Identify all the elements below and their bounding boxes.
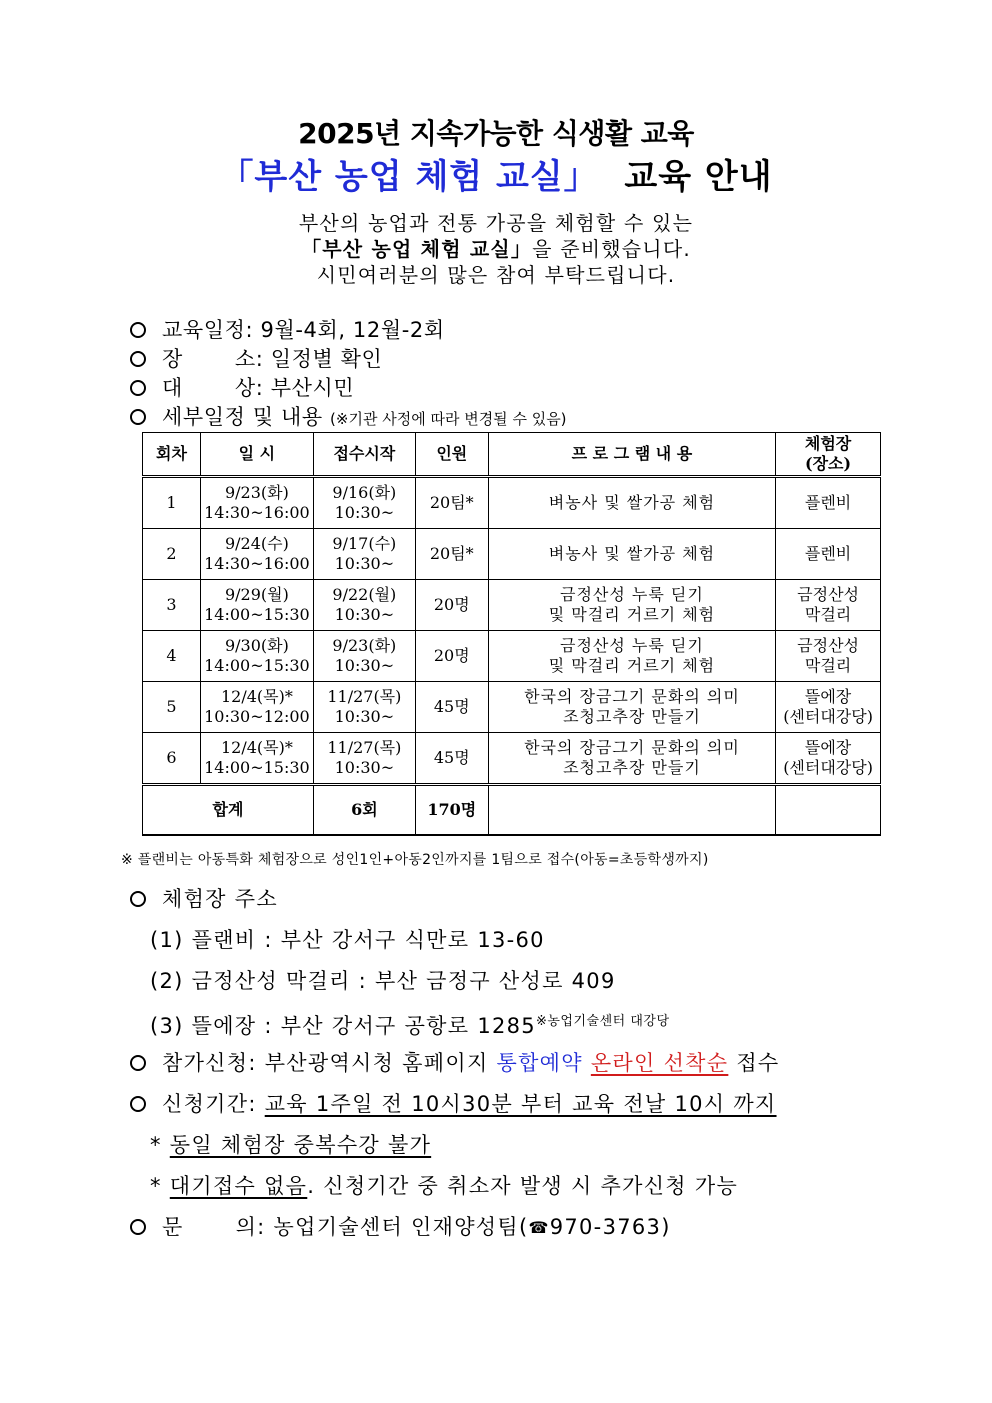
row-datetime-line1: 12/4(목)*: [220, 738, 293, 757]
row-reception-line1: 11/27(목): [327, 687, 402, 706]
row-place-line1: 금정산성: [797, 585, 859, 604]
row-place: [776, 580, 881, 631]
note-waitlist: [130, 1171, 780, 1212]
contact-line: [130, 1212, 780, 1253]
col-header-people: 인원: [415, 433, 488, 477]
phone-icon: ☎: [528, 1218, 550, 1237]
row-place: [776, 477, 881, 529]
table-row: [143, 477, 881, 529]
row-reception-line2: 10:30~: [334, 656, 395, 675]
row-datetime: [200, 529, 313, 580]
row-datetime-line2: 10:30~12:00: [204, 707, 310, 726]
circle-bullet-icon: [130, 409, 146, 425]
table-row: [143, 733, 881, 785]
total-empty-place: [776, 785, 881, 836]
row-no: [143, 477, 201, 529]
period-value: 교육 1주일 전 10시30분 부터 교육 전날 10시 까지: [264, 1092, 777, 1116]
circle-bullet-icon: [130, 1219, 146, 1235]
asterisk-icon: *: [150, 1133, 170, 1157]
row-program: [488, 477, 775, 529]
col-header-no: 회차: [143, 433, 201, 477]
row-datetime-line2: 14:30~16:00: [204, 554, 310, 573]
info-detail: [130, 403, 567, 432]
row-datetime-line1: 9/29(월): [224, 585, 289, 604]
row-datetime-line1: 9/30(화): [224, 636, 289, 655]
row-place-line2: (센터대강당): [783, 707, 873, 726]
circle-bullet-icon: [130, 322, 146, 338]
subtitle-rest: 교육 안내: [624, 157, 773, 197]
row-program: [488, 682, 775, 733]
place-value: 일정별 확인: [270, 347, 383, 371]
info-list: [130, 316, 567, 432]
row-place-line1: 플렌비: [804, 493, 852, 512]
row-datetime: [200, 733, 313, 785]
note-waitlist-u: 대기접수 없음: [169, 1174, 308, 1198]
col-header-program: 프 로 그 램 내 용: [488, 433, 775, 477]
row-people-line1: 20명: [433, 646, 470, 665]
row-program: [488, 733, 775, 785]
total-label: 합계: [143, 785, 314, 836]
planb-note: ※ 플랜비는 아동특화 체험장으로 성인1인+아동2인까지를 1팀으로 접수(아동=초등학생까지): [121, 852, 709, 868]
row-reception: [313, 529, 415, 580]
row-place-line1: 금정산성: [797, 636, 859, 655]
row-place-line1: 뜰에장: [804, 738, 852, 757]
row-reception-line1: 9/17(수): [332, 534, 397, 553]
row-people-line1: 20명: [433, 595, 470, 614]
row-datetime-line1: 9/24(수): [224, 534, 289, 553]
row-reception-line2: 10:30~: [334, 605, 395, 624]
row-program-line2: 조청고추장 만들기: [563, 758, 701, 777]
row-datetime: [200, 477, 313, 529]
row-datetime: [200, 682, 313, 733]
total-people: 170명: [415, 785, 488, 836]
circle-bullet-icon: [130, 380, 146, 396]
row-no-line1: 6: [166, 748, 177, 767]
row-no: [143, 682, 201, 733]
row-program: [488, 580, 775, 631]
page-title: 2025년 지속가능한 식생활 교육: [298, 117, 694, 150]
detail-label: 세부일정 및 내용: [162, 405, 323, 429]
row-place-line1: 뜰에장: [804, 687, 852, 706]
row-reception: [313, 682, 415, 733]
row-no-line1: 4: [166, 646, 177, 665]
row-people-line1: 45명: [433, 748, 470, 767]
venue-2: (2) 금정산성 막걸리 : 부산 금정구 산성로 409: [150, 969, 616, 993]
col-header-place-2: (장소): [805, 454, 852, 473]
table-total-row: [143, 785, 881, 836]
row-program: [488, 529, 775, 580]
intro-line-1: 부산의 농업과 전통 가공을 체험할 수 있는: [298, 211, 694, 235]
apply-label: 참가신청: 부산광역시청 홈페이지: [162, 1051, 489, 1075]
intro-program-name: 「부산 농업 체험 교실」: [301, 237, 533, 261]
row-datetime: [200, 631, 313, 682]
target-label-a: 대: [162, 376, 183, 400]
row-program-line2: 및 막걸리 거르기 체험: [548, 605, 716, 624]
row-program-line1: 금정산성 누룩 딛기: [560, 636, 704, 655]
row-people: [415, 682, 488, 733]
row-reception: [313, 580, 415, 631]
note-duplicate: [130, 1130, 780, 1171]
col-header-place-1: 체험장: [804, 434, 852, 453]
row-reception-line2: 10:30~: [334, 503, 395, 522]
row-datetime-line2: 14:30~16:00: [204, 503, 310, 522]
note-waitlist-rest: . 신청기간 중 취소자 발생 시 추가신청 가능: [307, 1174, 739, 1198]
program-name: 「부산 농업 체험 교실」: [219, 157, 599, 197]
row-no-line1: 1: [166, 493, 177, 512]
row-place-line1: 플렌비: [804, 544, 852, 563]
total-sessions: 6회: [313, 785, 415, 836]
note-duplicate-text: 동일 체험장 중복수강 불가: [169, 1133, 432, 1157]
target-label-b: 상:: [234, 376, 264, 400]
row-program-line2: 및 막걸리 거르기 체험: [548, 656, 716, 675]
row-reception-line1: 9/23(화): [332, 636, 397, 655]
info-schedule-text: 교육일정: 9월-4회, 12월-2회: [162, 318, 445, 342]
col-header-reception: 접수시작: [313, 433, 415, 477]
row-program-line2: 조청고추장 만들기: [563, 707, 701, 726]
row-datetime-line1: 9/23(화): [224, 483, 289, 502]
period-label: 신청기간:: [162, 1092, 257, 1116]
row-program-line1: 한국의 장금그기 문화의 의미: [524, 738, 740, 757]
contact-label-b: 의:: [235, 1215, 266, 1239]
circle-bullet-icon: [130, 351, 146, 367]
row-no: [143, 580, 201, 631]
row-people: [415, 733, 488, 785]
row-no: [143, 631, 201, 682]
contact-phone: 970-3763): [549, 1215, 671, 1239]
row-program-line1: 벼농사 및 쌀가공 체험: [548, 544, 716, 563]
row-people: [415, 631, 488, 682]
row-reception: [313, 631, 415, 682]
total-empty-program: [488, 785, 775, 836]
row-datetime-line2: 14:00~15:30: [204, 656, 310, 675]
detail-note: (※기관 사정에 따라 변경될 수 있음): [330, 410, 567, 428]
row-place-line2: (센터대강당): [783, 758, 873, 777]
apply-line: [130, 1048, 780, 1089]
row-place: [776, 733, 881, 785]
intro-line-3: 시민여러분의 많은 참여 부탁드립니다.: [316, 263, 676, 287]
row-no: [143, 733, 201, 785]
row-datetime-line2: 14:00~15:30: [204, 605, 310, 624]
venue-heading-text: 체험장 주소: [162, 887, 278, 911]
row-reception-line1: 9/22(월): [332, 585, 397, 604]
venue-3: [130, 1007, 780, 1048]
row-reception-line2: 10:30~: [334, 554, 395, 573]
apply-tail: 접수: [736, 1051, 780, 1075]
row-program-line1: 금정산성 누룩 딛기: [560, 585, 704, 604]
row-people-line1: 20팀*: [429, 544, 474, 563]
intro-text: [0, 210, 992, 288]
place-label-a: 장: [162, 347, 183, 371]
intro-line-2: [0, 236, 992, 262]
venue-3-note: ※농업기술센터 대강당: [535, 1014, 670, 1029]
info-target: [130, 374, 567, 403]
place-label-b: 소:: [234, 347, 264, 371]
target-value: 부산시민: [270, 376, 355, 400]
row-datetime-line2: 14:00~15:30: [204, 758, 310, 777]
row-program: [488, 631, 775, 682]
row-no: [143, 529, 201, 580]
info-schedule: [130, 316, 567, 345]
row-datetime: [200, 580, 313, 631]
row-datetime-line1: 12/4(목)*: [220, 687, 293, 706]
table-header-row: [143, 433, 881, 477]
row-reception-line1: 11/27(목): [327, 738, 402, 757]
row-no-line1: 5: [166, 697, 177, 716]
row-program-line1: 벼농사 및 쌀가공 체험: [548, 493, 716, 512]
row-people-line1: 20팀*: [429, 493, 474, 512]
row-place-line2: 막걸리: [804, 656, 852, 675]
schedule-table: [142, 432, 881, 836]
apply-method: 온라인 선착순: [590, 1051, 729, 1075]
contact-value: 농업기술센터 인재양성팀(: [273, 1215, 529, 1239]
period-line: [130, 1089, 780, 1130]
info-place: [130, 345, 567, 374]
row-people-line1: 45명: [433, 697, 470, 716]
page-subtitle: [0, 149, 992, 198]
circle-bullet-icon: [130, 1055, 146, 1071]
details-section: [130, 884, 780, 1253]
row-no-line1: 2: [166, 544, 177, 563]
row-reception-line1: 9/16(화): [332, 483, 397, 502]
row-reception: [313, 733, 415, 785]
row-place: [776, 529, 881, 580]
col-header-datetime: 일 시: [200, 433, 313, 477]
table-row: [143, 529, 881, 580]
row-place-line2: 막걸리: [804, 605, 852, 624]
row-people: [415, 477, 488, 529]
venue-3-text: (3) 뜰에장 : 부산 강서구 공항로 1285: [150, 1014, 536, 1038]
reservation-link[interactable]: 통합예약: [496, 1051, 583, 1075]
contact-label-a: 문: [162, 1215, 184, 1239]
table-row: [143, 682, 881, 733]
row-place: [776, 631, 881, 682]
intro-line-2-rest: 을 준비했습니다.: [532, 237, 691, 261]
table-row: [143, 580, 881, 631]
row-place: [776, 682, 881, 733]
row-reception: [313, 477, 415, 529]
circle-bullet-icon: [130, 891, 146, 907]
table-row: [143, 631, 881, 682]
row-reception-line2: 10:30~: [334, 758, 395, 777]
col-header-place: [776, 433, 881, 477]
row-people: [415, 580, 488, 631]
row-no-line1: 3: [166, 595, 177, 614]
circle-bullet-icon: [130, 1096, 146, 1112]
row-people: [415, 529, 488, 580]
row-program-line1: 한국의 장금그기 문화의 의미: [524, 687, 740, 706]
venue-heading: [130, 884, 780, 925]
asterisk-icon: *: [150, 1174, 170, 1198]
row-reception-line2: 10:30~: [334, 707, 395, 726]
venue-1: (1) 플랜비 : 부산 강서구 식만로 13-60: [150, 928, 545, 952]
